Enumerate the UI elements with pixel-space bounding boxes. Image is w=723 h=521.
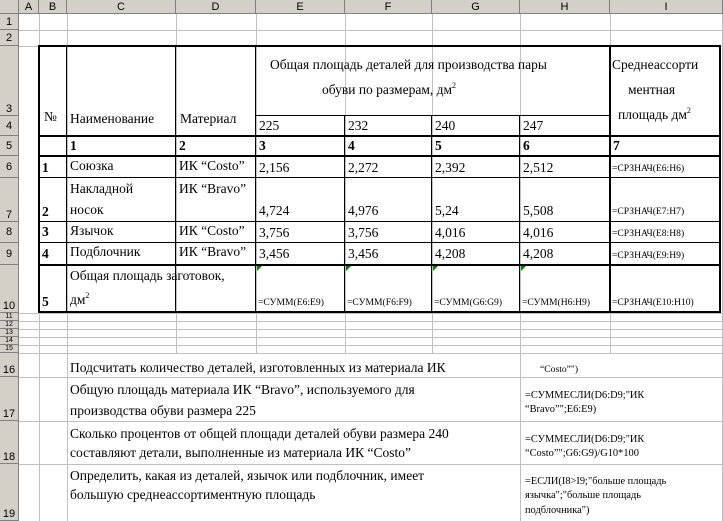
header-avg-superscript: 2 <box>686 106 691 115</box>
header-area-line1: Общая площадь деталей для производства пары <box>270 57 547 72</box>
row-num: 5 <box>42 294 49 309</box>
formula-cell[interactable]: =СРЗНАЧ(E7:H7) <box>612 206 685 217</box>
col-header-b[interactable]: B <box>39 0 67 14</box>
row-header-18[interactable]: 18 <box>0 421 19 464</box>
gridline <box>176 14 177 353</box>
row-header-7[interactable]: 7 <box>0 178 19 222</box>
total-label-unit: $дм^2$ <box>70 291 90 307</box>
col-header-e[interactable]: E <box>256 0 345 14</box>
row-header-4[interactable]: 4 <box>0 116 19 136</box>
row-header-8[interactable]: 8 <box>0 222 19 243</box>
row-header-19[interactable]: 19 <box>0 464 19 521</box>
gridline <box>19 421 723 422</box>
col-number: 5 <box>435 138 442 153</box>
task-text[interactable]: производства обуви размера 225 <box>70 403 256 418</box>
error-indicator-icon <box>257 266 262 271</box>
col-header-c[interactable]: C <box>67 0 176 14</box>
task-text[interactable]: Сколько процентов от общей площади деталей обуви размера 240 <box>70 426 449 441</box>
table-border <box>344 115 345 313</box>
col-header-f[interactable]: F <box>345 0 432 14</box>
value-cell[interactable]: 5,508 <box>523 203 554 218</box>
header-avg-line1: Среднеассорти <box>612 57 699 72</box>
gridline <box>19 464 723 465</box>
gridline <box>19 377 723 378</box>
material-cell[interactable]: ИК “Bravo” <box>179 181 247 196</box>
value-cell[interactable]: 2,272 <box>348 160 379 175</box>
table-border <box>38 45 40 313</box>
sum-formula-cell[interactable]: =СУММ(H6:H9) <box>522 297 591 308</box>
header-area-line2: обуви по размерам, $дм^2$ <box>322 81 457 97</box>
col-number: 3 <box>259 138 266 153</box>
row-num: 2 <box>42 204 49 219</box>
row-header-3[interactable]: 3 <box>0 46 19 116</box>
gridline <box>19 329 723 330</box>
col-number: 6 <box>523 138 530 153</box>
gridline <box>19 345 723 346</box>
col-number: 1 <box>70 138 77 153</box>
total-unit-superscript: 2 <box>85 291 90 300</box>
part-name[interactable]: Союзка <box>70 158 114 173</box>
col-header-i[interactable]: I <box>610 0 723 14</box>
task-formula[interactable]: =ЕСЛИ(I8>I9;"больше площадь <box>525 476 667 487</box>
total-label[interactable]: Общая площадь заготовок, <box>70 268 225 283</box>
col-number: 2 <box>179 138 186 153</box>
col-header-d[interactable]: D <box>176 0 256 14</box>
part-name[interactable]: носок <box>70 202 104 217</box>
value-cell[interactable]: 4,016 <box>523 225 554 240</box>
header-avg-line3: площадь $дм^2$ <box>618 106 691 122</box>
value-cell[interactable]: 2,392 <box>435 160 466 175</box>
row-header-17[interactable]: 17 <box>0 377 19 421</box>
row-header-12[interactable]: 12 <box>0 321 19 329</box>
value-cell[interactable]: 4,208 <box>435 246 466 261</box>
task-text[interactable]: большую среднеассортиментную площадь <box>70 487 316 502</box>
value-cell[interactable]: 4,724 <box>259 203 290 218</box>
col-header-h[interactable]: H <box>520 0 610 14</box>
error-indicator-icon <box>433 266 438 271</box>
col-number: 4 <box>348 138 355 153</box>
task-text[interactable]: Общую площадь материала ИК “Bravo”, используемого для <box>70 382 415 397</box>
gridline <box>19 313 723 314</box>
row-header-1[interactable]: 1 <box>0 14 19 30</box>
size-240: 240 <box>435 118 456 133</box>
task-text[interactable]: составляют детали, выполненные из материала ИК “Costo” <box>70 445 412 460</box>
row-header-16[interactable]: 16 <box>0 353 19 377</box>
avg-formula-cell[interactable]: =СРЗНАЧ(E10:H10) <box>612 297 694 308</box>
sum-formula-cell[interactable]: =СУММ(E6:E9) <box>258 297 324 308</box>
material-cell[interactable]: ИК “Bravo” <box>179 244 247 259</box>
col-header-a[interactable]: A <box>19 0 39 14</box>
value-cell[interactable]: 4,208 <box>523 246 554 261</box>
gridline <box>19 321 723 322</box>
task-formula[interactable]: “Costo”";G6:G9)/G10*100 <box>525 448 639 459</box>
error-indicator-icon <box>346 266 351 271</box>
row-header-11[interactable]: 11 <box>0 313 19 321</box>
row-header-15[interactable]: 15 <box>0 345 19 353</box>
table-border <box>519 115 520 313</box>
material-cell[interactable]: ИК “Costo” <box>179 158 245 173</box>
row-header-9[interactable]: 9 <box>0 243 19 265</box>
table-border <box>38 45 721 47</box>
row-header-10[interactable]: 10 <box>0 265 19 313</box>
formula-cell[interactable]: =СРЗНАЧ(E6:H6) <box>612 163 685 174</box>
value-cell[interactable]: 3,456 <box>259 246 290 261</box>
row-num: 1 <box>42 160 49 175</box>
material-cell[interactable]: ИК “Costo” <box>179 223 245 238</box>
table-border <box>431 115 432 313</box>
task-formula-clipped[interactable]: “Costo”") <box>540 364 579 375</box>
error-indicator-icon <box>521 266 526 271</box>
table-border <box>38 155 721 157</box>
formula-cell[interactable]: =СРЗНАЧ(E8:H8) <box>612 228 685 239</box>
gridline <box>67 14 68 521</box>
header-area-superscript: 2 <box>452 81 457 90</box>
size-232: 232 <box>348 118 369 133</box>
row-header-13[interactable]: 13 <box>0 329 19 337</box>
gridline <box>256 14 257 353</box>
row-num: 3 <box>42 224 49 239</box>
gridline <box>19 337 723 338</box>
row-header-6[interactable]: 6 <box>0 156 19 178</box>
value-cell[interactable]: 2,156 <box>259 160 290 175</box>
value-cell[interactable]: 4,016 <box>435 225 466 240</box>
value-cell[interactable]: 3,756 <box>348 225 379 240</box>
gridline <box>19 30 723 31</box>
row-num: 4 <box>42 246 49 261</box>
table-border <box>38 221 721 222</box>
header-name: Наименование <box>70 111 155 126</box>
table-border <box>609 45 611 313</box>
row-header-2[interactable]: 2 <box>0 30 19 46</box>
part-name[interactable]: Язычок <box>70 223 114 238</box>
task-formula[interactable]: подблочника") <box>525 505 590 516</box>
size-247: 247 <box>523 118 544 133</box>
table-border <box>255 45 256 313</box>
task-formula[interactable]: =СУММЕСЛИ(D6:D9;"ИК <box>525 390 645 401</box>
col-header-g[interactable]: G <box>432 0 520 14</box>
value-cell[interactable]: 4,976 <box>348 203 379 218</box>
table-border <box>719 45 721 313</box>
sum-formula-cell[interactable]: =СУММ(G6:G9) <box>434 297 503 308</box>
task-text[interactable]: Определить, какая из деталей, язычок или подблочник, имеет <box>70 468 425 483</box>
task-formula[interactable]: =СУММЕСЛИ(D6:D9;"ИК <box>525 434 645 445</box>
formula-cell[interactable]: =СРЗНАЧ(E9:H9) <box>612 250 685 261</box>
select-all-corner[interactable] <box>0 0 19 14</box>
col-number: 7 <box>613 138 620 153</box>
row-header-14[interactable]: 14 <box>0 337 19 345</box>
size-225: 225 <box>259 118 280 133</box>
value-cell[interactable]: 2,512 <box>523 160 554 175</box>
value-cell[interactable]: 3,456 <box>348 246 379 261</box>
sum-formula-cell[interactable]: =СУММ(F6:F9) <box>347 297 412 308</box>
table-border <box>256 115 610 116</box>
task-formula[interactable]: “Bravo”";E6:E9) <box>525 404 597 415</box>
part-name[interactable]: Подблочник <box>70 244 141 259</box>
value-cell[interactable]: 3,756 <box>259 225 290 240</box>
header-num: № <box>44 109 57 124</box>
header-material: Материал <box>180 111 237 126</box>
row-header-5[interactable]: 5 <box>0 136 19 156</box>
task-text[interactable]: Подсчитать количество деталей, изготовленных из материала ИК <box>70 360 446 375</box>
task-formula[interactable]: язычка";"больше площадь <box>525 490 642 501</box>
part-name[interactable]: Накладной <box>70 181 134 196</box>
header-avg-line2: ментная <box>628 82 676 97</box>
value-cell[interactable]: 5,24 <box>435 203 459 218</box>
table-border <box>66 45 67 313</box>
